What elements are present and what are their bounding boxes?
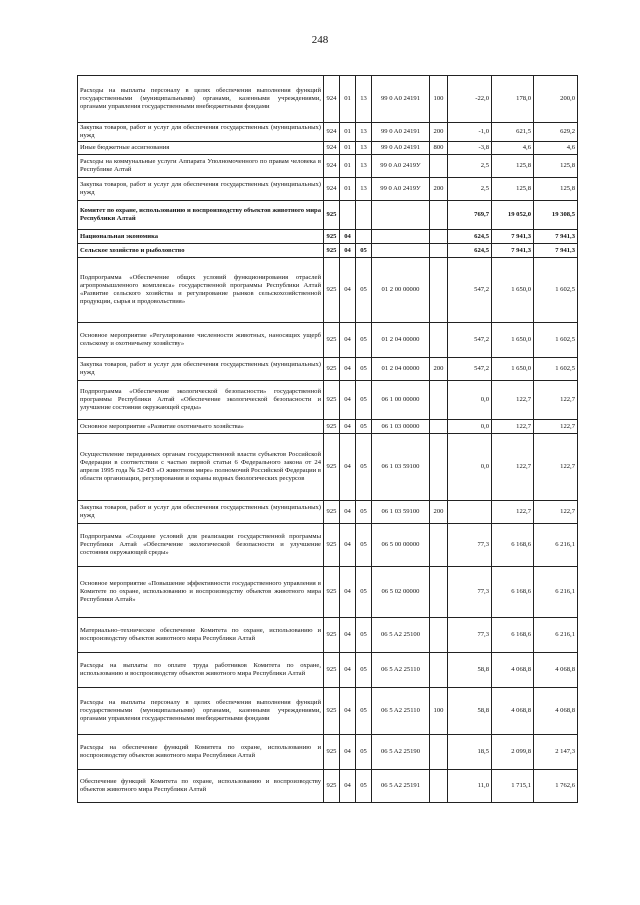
cell-subsection: 05 [356,735,372,770]
cell-amount-3: 122,7 [534,420,578,434]
table-row [78,244,578,258]
cell-amount-2: 621,5 [492,123,534,142]
cell-expense-type: 200 [430,501,448,524]
cell-expense-type: 200 [430,123,448,142]
cell-target-article [372,244,430,258]
cell-description: Расходы на коммунальные услуги Аппарата Уполномоченного по правам человека в Республике Алтай [78,155,324,178]
cell-admin-code: 924 [324,155,340,178]
cell-admin-code: 925 [324,735,340,770]
table-row [78,618,578,653]
cell-description: Основное мероприятие «Повышение эффективности государственного управления в Комитете по охране, использованию и воспроизводству объектов животного мира Республики Алтай» [78,567,324,618]
cell-amount-2: 122,7 [492,501,534,524]
cell-description: Подпрограмма «Обеспечение общих условий функционирования отраслей агропромышленного комплекса» государственной программы Республики Алтай «Развитие сельского хозяйства и регулирование рынков сельскохозяйственной продукции, сырья и продовольствия» [78,258,324,323]
cell-description: Расходы на выплаты по оплате труда работников Комитета по охране, использованию и воспроизводству объектов животного мира Республики Алтай [78,653,324,688]
cell-target-article: 06 5 A2 25100 [372,618,430,653]
cell-section: 04 [340,420,356,434]
cell-section: 04 [340,230,356,244]
cell-amount-1: 769,7 [448,201,492,230]
cell-description: Комитет по охране, использованию и воспроизводству объектов животного мира Республики Алтай [78,201,324,230]
cell-amount-1: -22,0 [448,76,492,123]
cell-amount-2: 7 941,3 [492,230,534,244]
cell-amount-2: 122,7 [492,381,534,420]
table-row [78,770,578,803]
cell-amount-2: 6 168,6 [492,567,534,618]
cell-expense-type [430,258,448,323]
cell-admin-code: 925 [324,230,340,244]
cell-amount-2: 122,7 [492,420,534,434]
cell-amount-2: 1 650,0 [492,258,534,323]
cell-amount-2: 7 941,3 [492,244,534,258]
cell-target-article: 99 0 A0 24191 [372,123,430,142]
cell-amount-1: 547,2 [448,358,492,381]
cell-target-article: 01 2 04 00000 [372,358,430,381]
cell-admin-code: 924 [324,76,340,123]
table-row [78,381,578,420]
cell-admin-code: 925 [324,501,340,524]
cell-subsection: 05 [356,688,372,735]
cell-target-article: 06 1 03 59100 [372,501,430,524]
cell-expense-type [430,420,448,434]
cell-section: 04 [340,381,356,420]
table-row [78,735,578,770]
cell-amount-2: 19 052,0 [492,201,534,230]
cell-target-article: 06 5 A2 25190 [372,735,430,770]
cell-amount-1: -3,8 [448,142,492,155]
cell-target-article: 06 5 02 00000 [372,567,430,618]
cell-target-article: 99 0 A0 2419У [372,155,430,178]
cell-description: Осуществление переданных органам государственной власти субъектов Российской Федерации в соответствии с частью первой статьи 6 Федерального закона от 24 апреля 1995 года № 52-ФЗ «О животном мире» полномочий Российской Федерации в области организации, регулирования и охраны водных биологических ресурсов [78,434,324,501]
cell-subsection: 05 [356,653,372,688]
cell-amount-1: 2,5 [448,178,492,201]
cell-expense-type: 800 [430,142,448,155]
cell-expense-type [430,155,448,178]
cell-amount-3: 4 068,8 [534,653,578,688]
cell-amount-2: 125,8 [492,155,534,178]
cell-amount-1: -1,0 [448,123,492,142]
table-row [78,76,578,123]
cell-amount-3: 4,6 [534,142,578,155]
cell-amount-1: 547,2 [448,323,492,358]
cell-description: Сельское хозяйство и рыболовство [78,244,324,258]
cell-description: Расходы на выплаты персоналу в целях обеспечения выполнения функций государственными (муниципальными) органами, казенными учреждениями, органами управления государственными внебюджетными фондами [78,76,324,123]
cell-amount-1: 547,2 [448,258,492,323]
cell-subsection: 05 [356,618,372,653]
cell-admin-code: 925 [324,381,340,420]
table-row [78,123,578,142]
cell-amount-1: 0,0 [448,434,492,501]
cell-amount-3: 2 147,3 [534,735,578,770]
cell-amount-1: 0,0 [448,420,492,434]
cell-amount-1: 77,3 [448,524,492,567]
budget-table [77,75,578,803]
cell-target-article: 99 0 A0 24191 [372,76,430,123]
cell-subsection [356,201,372,230]
cell-target-article: 06 5 A2 25110 [372,653,430,688]
cell-section: 04 [340,501,356,524]
cell-amount-2: 1 650,0 [492,358,534,381]
cell-section: 04 [340,653,356,688]
table-row [78,201,578,230]
cell-admin-code: 925 [324,434,340,501]
cell-target-article: 06 5 00 00000 [372,524,430,567]
cell-target-article: 06 5 A2 25191 [372,770,430,803]
cell-admin-code: 925 [324,420,340,434]
cell-expense-type [430,735,448,770]
cell-amount-1: 2,5 [448,155,492,178]
cell-amount-2: 4,6 [492,142,534,155]
cell-target-article: 06 1 00 00000 [372,381,430,420]
cell-amount-3: 7 941,3 [534,230,578,244]
table-row [78,258,578,323]
cell-description: Национальная экономика [78,230,324,244]
cell-target-article: 01 2 04 00000 [372,323,430,358]
cell-target-article [372,201,430,230]
cell-amount-2: 178,0 [492,76,534,123]
cell-section: 04 [340,770,356,803]
cell-subsection: 05 [356,323,372,358]
cell-expense-type: 200 [430,178,448,201]
cell-description: Расходы на выплаты персоналу в целях обеспечения выполнения функций государственными (муниципальными) органами, казенными учреждениями, органами управления государственными внебюджетными фондами [78,688,324,735]
cell-expense-type: 100 [430,688,448,735]
table-row [78,142,578,155]
cell-subsection: 05 [356,770,372,803]
cell-section: 01 [340,123,356,142]
cell-amount-3: 7 941,3 [534,244,578,258]
cell-expense-type [430,244,448,258]
cell-amount-2: 4 068,8 [492,653,534,688]
table-row [78,653,578,688]
cell-subsection: 05 [356,244,372,258]
cell-amount-3: 1 602,5 [534,323,578,358]
cell-admin-code: 925 [324,244,340,258]
cell-admin-code: 924 [324,142,340,155]
cell-section: 04 [340,358,356,381]
cell-expense-type [430,567,448,618]
cell-subsection: 05 [356,434,372,501]
table-row [78,230,578,244]
table-row [78,524,578,567]
cell-description: Основное мероприятие «Развитие охотничьего хозяйства» [78,420,324,434]
cell-subsection: 13 [356,123,372,142]
cell-description: Подпрограмма «Обеспечение экологической безопасности» государственной программы Республики Алтай «Обеспечение экологической безопасности и улучшение состояния окружающей среды» [78,381,324,420]
cell-amount-3: 19 308,5 [534,201,578,230]
cell-section: 04 [340,323,356,358]
cell-admin-code: 925 [324,201,340,230]
cell-expense-type [430,434,448,501]
cell-amount-3: 4 068,8 [534,688,578,735]
cell-amount-3: 6 216,1 [534,524,578,567]
table-row [78,501,578,524]
cell-expense-type: 100 [430,76,448,123]
cell-amount-2: 1 715,1 [492,770,534,803]
cell-description: Расходы на обеспечение функций Комитета по охране, использованию и воспроизводству объектов животного мира Республики Алтай [78,735,324,770]
table-row [78,155,578,178]
table-body [78,76,578,803]
cell-amount-2: 6 168,6 [492,618,534,653]
cell-admin-code: 925 [324,618,340,653]
cell-amount-1 [448,501,492,524]
cell-admin-code: 925 [324,688,340,735]
cell-expense-type [430,323,448,358]
cell-section: 04 [340,618,356,653]
cell-amount-2: 125,8 [492,178,534,201]
cell-amount-3: 125,8 [534,178,578,201]
cell-amount-1: 77,3 [448,618,492,653]
cell-section: 01 [340,155,356,178]
cell-subsection: 05 [356,420,372,434]
cell-amount-1: 58,8 [448,688,492,735]
cell-admin-code: 925 [324,567,340,618]
cell-amount-1: 624,5 [448,230,492,244]
cell-amount-3: 1 602,5 [534,358,578,381]
table-row [78,358,578,381]
cell-subsection: 13 [356,178,372,201]
cell-expense-type [430,653,448,688]
cell-amount-1: 18,5 [448,735,492,770]
cell-admin-code: 925 [324,258,340,323]
cell-target-article: 99 0 A0 2419У [372,178,430,201]
page-number: 248 [311,34,329,46]
cell-amount-3: 122,7 [534,381,578,420]
cell-section: 04 [340,688,356,735]
cell-description: Материально–техническое обеспечение Комитета по охране, использованию и воспроизводству объектов животного мира Республики Алтай [78,618,324,653]
cell-target-article: 01 2 00 00000 [372,258,430,323]
cell-amount-3: 125,8 [534,155,578,178]
cell-subsection: 13 [356,76,372,123]
cell-amount-2: 1 650,0 [492,323,534,358]
cell-subsection: 05 [356,381,372,420]
cell-amount-3: 1 762,6 [534,770,578,803]
cell-section: 04 [340,524,356,567]
table-row [78,567,578,618]
cell-description: Закупка товаров, работ и услуг для обеспечения государственных (муниципальных) нужд [78,178,324,201]
cell-expense-type [430,770,448,803]
cell-amount-1: 58,8 [448,653,492,688]
cell-section [340,201,356,230]
cell-subsection: 13 [356,142,372,155]
cell-amount-3: 1 602,5 [534,258,578,323]
cell-description: Подпрограмма «Создание условий для реализации государственной программы Республики Алтай «Обеспечение экологической безопасности и улучшение состояния окружающей среды» [78,524,324,567]
cell-admin-code: 924 [324,178,340,201]
cell-target-article: 99 0 A0 24191 [372,142,430,155]
table-row [78,178,578,201]
cell-description: Обеспечение функций Комитета по охране, использованию и воспроизводству объектов животного мира Республики Алтай [78,770,324,803]
cell-admin-code: 925 [324,653,340,688]
cell-subsection: 05 [356,567,372,618]
cell-amount-1: 77,3 [448,567,492,618]
cell-target-article: 06 1 03 00000 [372,420,430,434]
cell-amount-3: 122,7 [534,501,578,524]
cell-target-article [372,230,430,244]
cell-subsection [356,230,372,244]
cell-section: 01 [340,76,356,123]
cell-subsection: 05 [356,524,372,567]
cell-description: Основное мероприятие «Регулирование численности животных, наносящих ущерб сельскому и охотничьему хозяйству» [78,323,324,358]
cell-admin-code: 925 [324,770,340,803]
cell-amount-1: 11,0 [448,770,492,803]
cell-section: 04 [340,244,356,258]
cell-expense-type [430,618,448,653]
cell-subsection: 05 [356,501,372,524]
cell-amount-3: 6 216,1 [534,567,578,618]
cell-amount-3: 200,0 [534,76,578,123]
cell-amount-3: 629,2 [534,123,578,142]
cell-expense-type [430,230,448,244]
cell-subsection: 05 [356,258,372,323]
cell-amount-2: 4 068,8 [492,688,534,735]
cell-amount-2: 122,7 [492,434,534,501]
cell-amount-2: 2 099,8 [492,735,534,770]
cell-expense-type [430,524,448,567]
cell-section: 04 [340,258,356,323]
cell-section: 01 [340,178,356,201]
table-row [78,688,578,735]
cell-subsection: 13 [356,155,372,178]
cell-expense-type: 200 [430,358,448,381]
cell-description: Закупка товаров, работ и услуг для обеспечения государственных (муниципальных) нужд [78,501,324,524]
cell-admin-code: 925 [324,358,340,381]
cell-description: Закупка товаров, работ и услуг для обеспечения государственных (муниципальных) нужд [78,358,324,381]
cell-amount-3: 6 216,1 [534,618,578,653]
cell-amount-1: 624,5 [448,244,492,258]
cell-target-article: 06 1 03 59100 [372,434,430,501]
table-row [78,323,578,358]
cell-target-article: 06 5 A2 25110 [372,688,430,735]
cell-expense-type [430,201,448,230]
cell-section: 04 [340,735,356,770]
cell-description: Закупка товаров, работ и услуг для обеспечения государственных (муниципальных) нужд [78,123,324,142]
cell-section: 04 [340,434,356,501]
cell-section: 01 [340,142,356,155]
cell-admin-code: 925 [324,524,340,567]
cell-section: 04 [340,567,356,618]
cell-expense-type [430,381,448,420]
cell-amount-3: 122,7 [534,434,578,501]
cell-admin-code: 924 [324,123,340,142]
table-row [78,420,578,434]
cell-description: Иные бюджетные ассигнования [78,142,324,155]
cell-amount-1: 0,0 [448,381,492,420]
cell-subsection: 05 [356,358,372,381]
cell-amount-2: 6 168,6 [492,524,534,567]
cell-admin-code: 925 [324,323,340,358]
table-row [78,434,578,501]
